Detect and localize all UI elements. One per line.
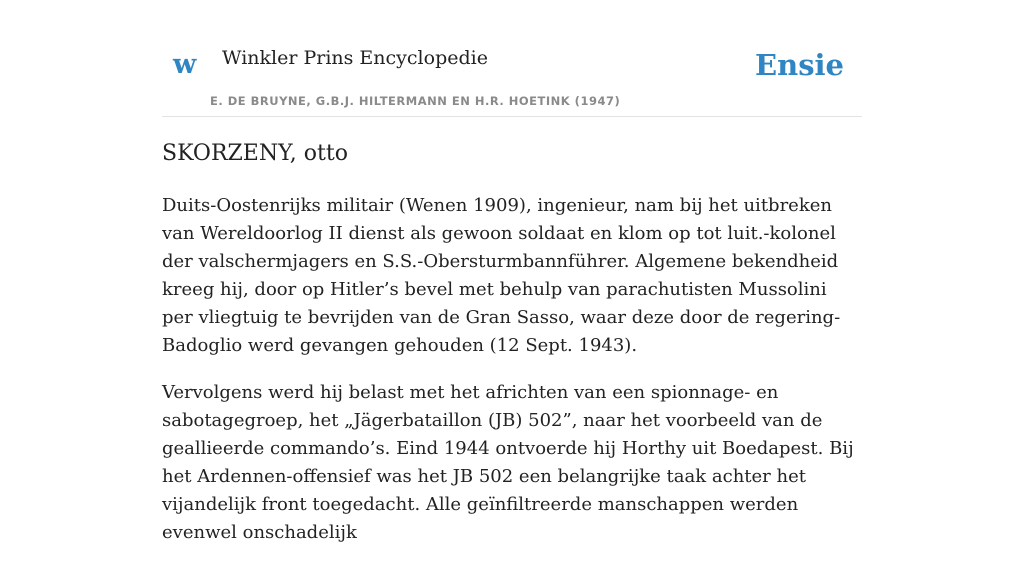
source-authors: E. DE BRUYNE, G.B.J. HILTERMANN EN H.R. HOETINK (1947) — [210, 94, 621, 108]
entry-body — [162, 192, 862, 566]
article-page — [162, 0, 862, 543]
ensie-logo[interactable]: Ensie — [755, 48, 844, 82]
entry-title: SKORZENY, otto — [162, 141, 348, 166]
entry-paragraph: Vervolgens werd hij belast met het africhten van een spionnage- en sabotagegroep, het „Jägerbataillon (JB) 502”, naar het voorbeeld van de geallieerde commando’s. Eind 1944 ontvoerde hij Horthy uit Boedapest. Bij het Ardennen-offensief was het JB 502 een belangrijke taak achter het vijandelijk front toegedacht. Alle geïnfiltreerde manschappen werden evenwel onschadelijk — [162, 382, 854, 543]
source-title[interactable]: Winkler Prins Encyclopedie — [222, 47, 488, 69]
site-header — [162, 0, 862, 117]
source-logo[interactable]: w — [173, 49, 197, 80]
entry-paragraph: Duits-Oostenrijks militair (Wenen 1909), ingenieur, nam bij het uitbreken van Wereldoorlog II dienst als gewoon soldaat en klom op tot luit.-kolonel der valschermjagers en S.S.-Obersturmbannführer. Algemene bekendheid kreeg hij, door op Hitler’s bevel met behulp van parachutisten Mussolini per vliegtuig te bevrijden van de Gran Sasso, waar deze door de regering-Badoglio werd gevangen gehouden (12 Sept. 1943). — [162, 195, 841, 356]
